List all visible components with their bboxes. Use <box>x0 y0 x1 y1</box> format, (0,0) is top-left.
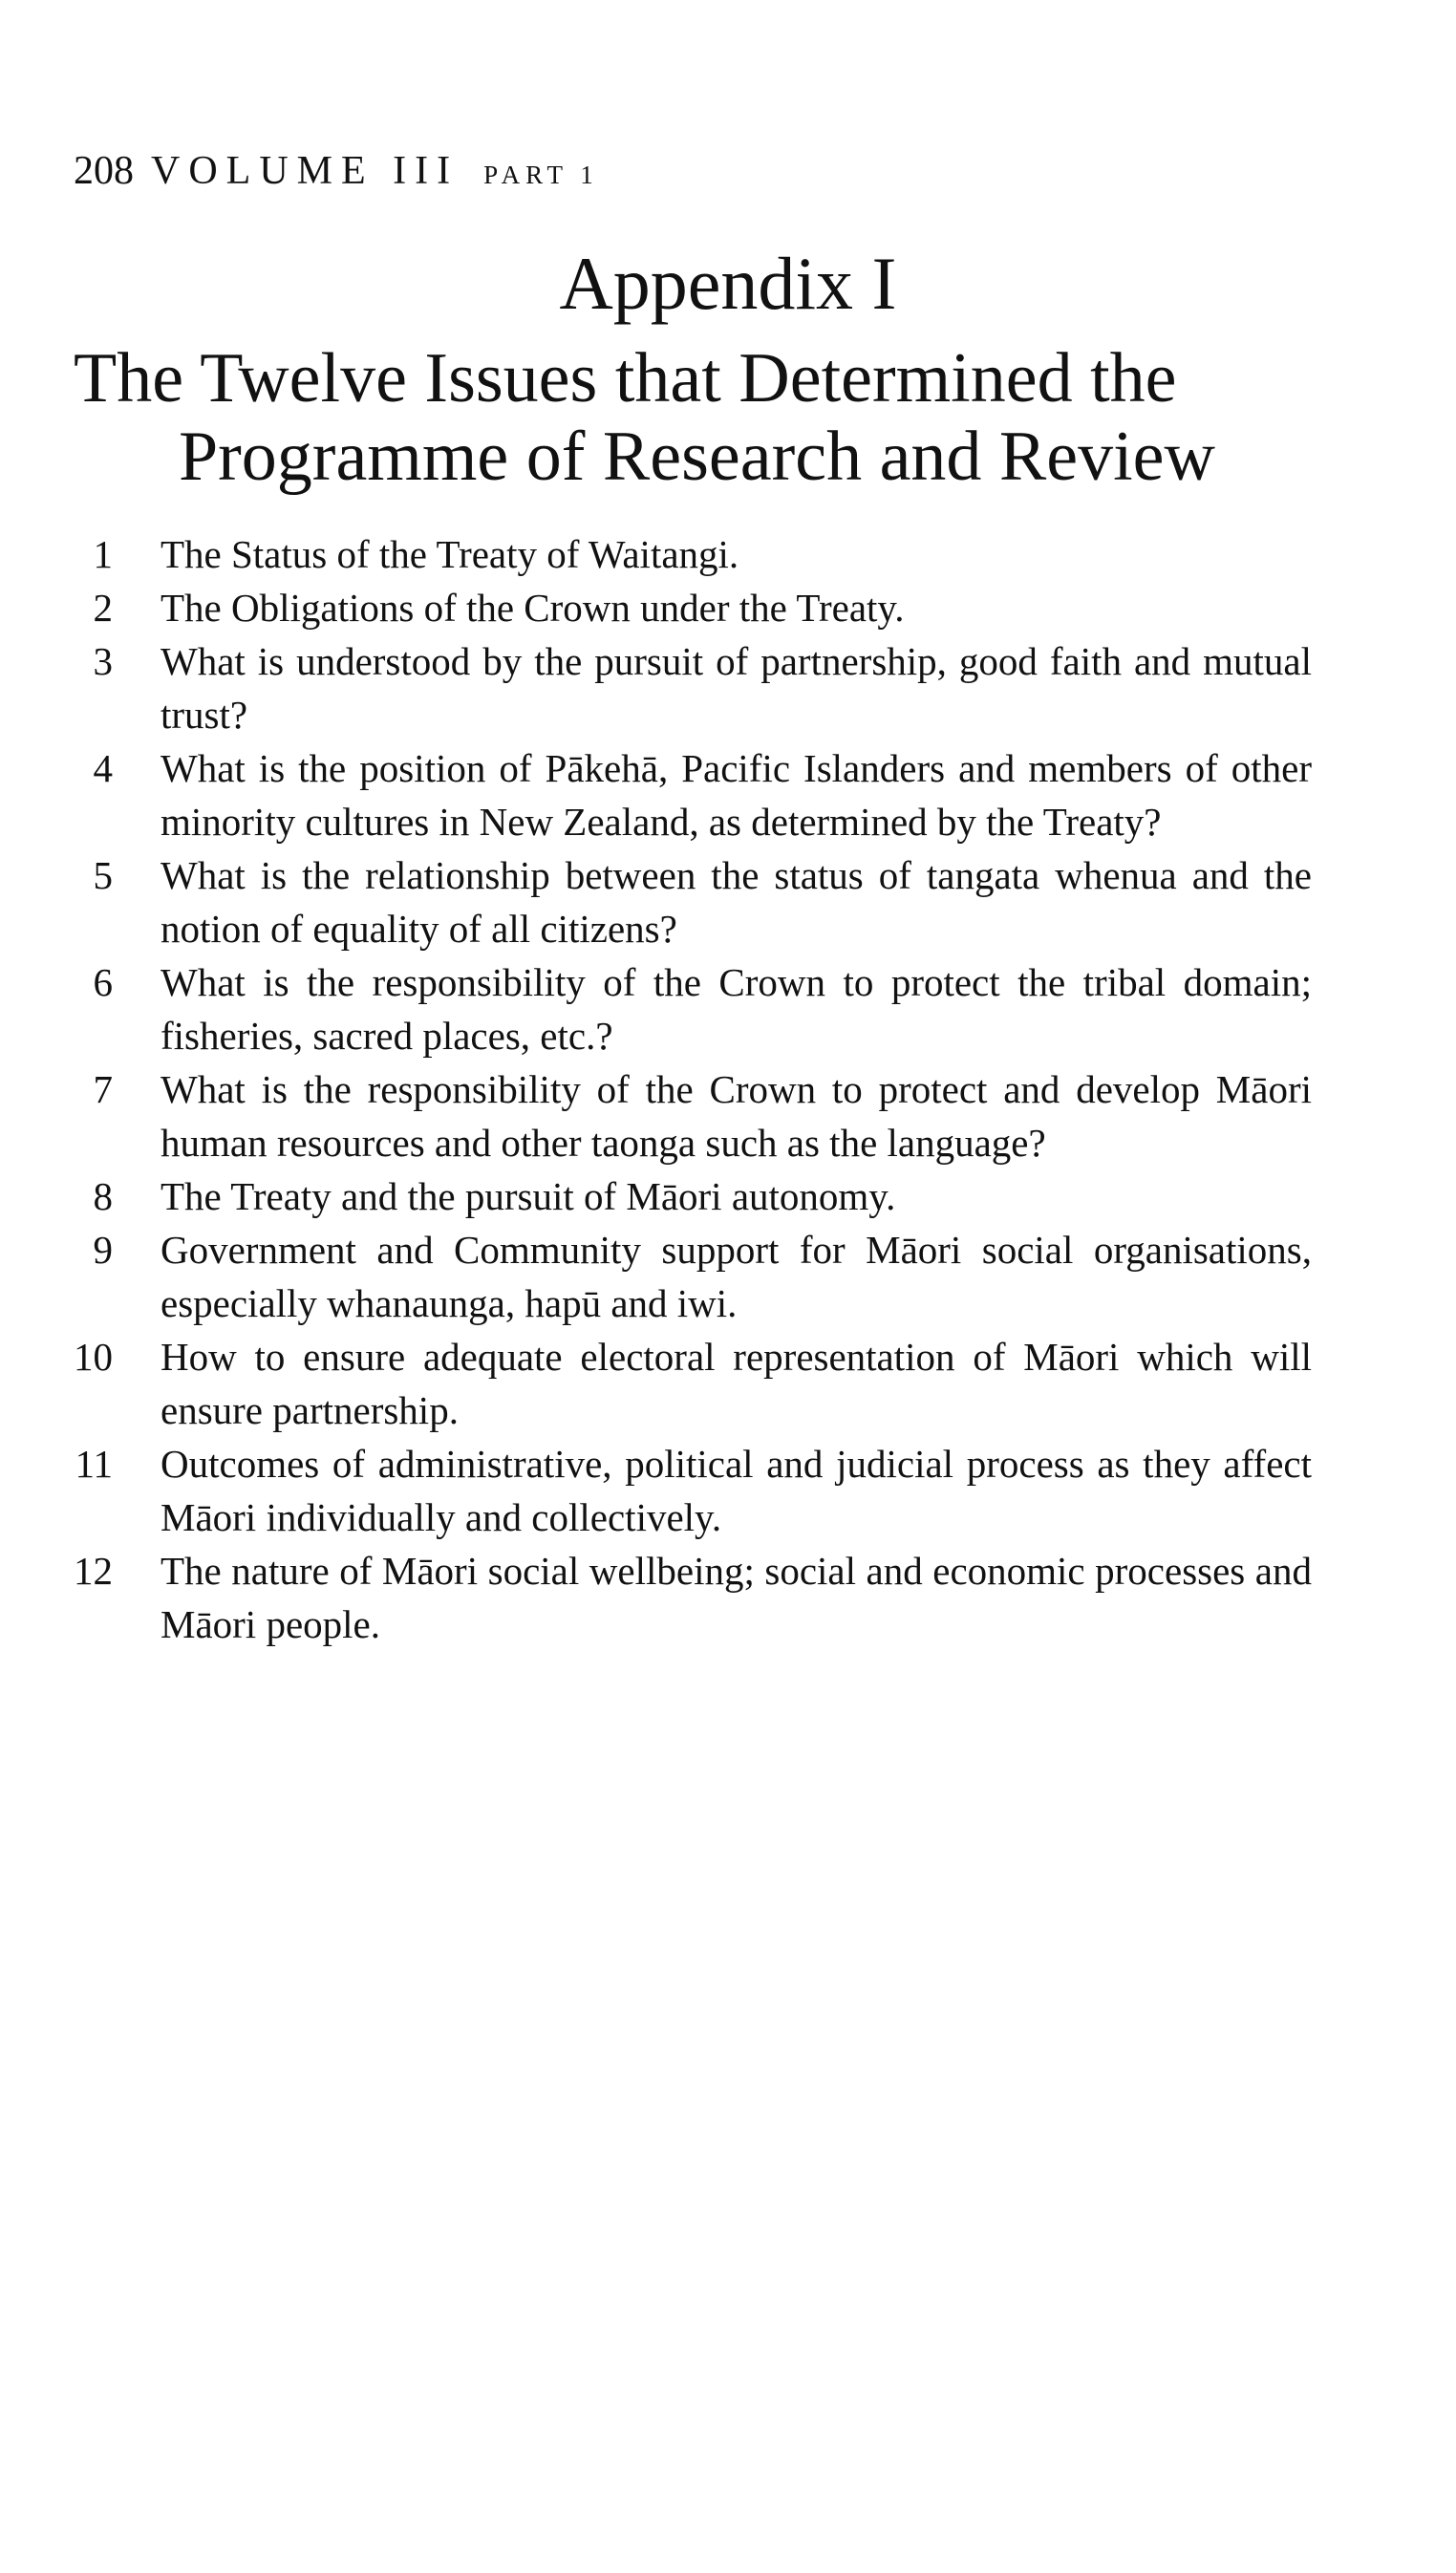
page-title <box>74 339 1215 496</box>
issue-text: The Treaty and the pursuit of Māori autonomy. <box>161 1174 896 1218</box>
issue-text: What is the responsibility of the Crown to protect and develop Māori human resources and other taonga such as the language? <box>161 1067 1312 1165</box>
page-title-line-2: Programme of Research and Review <box>179 418 1215 496</box>
list-item <box>0 955 1456 1062</box>
issue-text: The Obligations of the Crown under the Treaty. <box>161 586 905 630</box>
issue-number: 3 <box>93 639 113 683</box>
issues-list <box>0 527 1456 1651</box>
list-item <box>0 1223 1456 1330</box>
issue-text: What is understood by the pursuit of partnership, good faith and mutual trust? <box>161 639 1312 737</box>
part-label: PART 1 <box>483 161 599 189</box>
appendix-title: Appendix I <box>559 242 897 325</box>
issue-text: What is the position of Pākehā, Pacific Islanders and members of other minority cultures in New Zealand, as determined by the Treaty? <box>161 746 1312 844</box>
issue-text: Government and Community support for Māori social organisations, especially whanaunga, hapū and iwi. <box>161 1228 1312 1325</box>
issue-number: 2 <box>93 586 113 630</box>
list-item <box>0 1169 1456 1223</box>
issue-number: 8 <box>93 1174 113 1218</box>
list-item <box>0 1437 1456 1544</box>
running-head <box>74 151 599 191</box>
issue-number: 9 <box>93 1228 113 1272</box>
page-number: 208 <box>74 149 134 193</box>
list-item <box>0 1062 1456 1169</box>
list-item <box>0 634 1456 741</box>
issue-number: 4 <box>93 746 113 790</box>
issue-number: 1 <box>93 532 113 576</box>
issue-text: The Status of the Treaty of Waitangi. <box>161 532 739 576</box>
list-item <box>0 527 1456 581</box>
issue-text: What is the responsibility of the Crown to protect the tribal domain; fisheries, sacred places, etc.? <box>161 960 1312 1058</box>
issue-number: 6 <box>93 960 113 1004</box>
volume-label: VOLUME III <box>151 149 460 193</box>
issue-number: 7 <box>93 1067 113 1111</box>
list-item <box>0 1330 1456 1437</box>
issue-number: 5 <box>93 853 113 897</box>
issue-number: 11 <box>75 1442 113 1486</box>
issue-number: 10 <box>74 1335 113 1379</box>
list-item <box>0 848 1456 955</box>
issue-number: 12 <box>74 1549 113 1593</box>
list-item <box>0 741 1456 848</box>
list-item <box>0 1544 1456 1651</box>
issue-text: Outcomes of administrative, political and judicial process as they affect Māori individually and collectively. <box>161 1442 1312 1539</box>
issue-text: What is the relationship between the status of tangata whenua and the notion of equality of all citizens? <box>161 853 1312 951</box>
issue-text: How to ensure adequate electoral representation of Māori which will ensure partnership. <box>161 1335 1312 1432</box>
issue-text: The nature of Māori social wellbeing; social and economic processes and Māori people. <box>161 1549 1312 1646</box>
page-title-line-1: The Twelve Issues that Determined the <box>74 339 1177 418</box>
list-item <box>0 581 1456 634</box>
